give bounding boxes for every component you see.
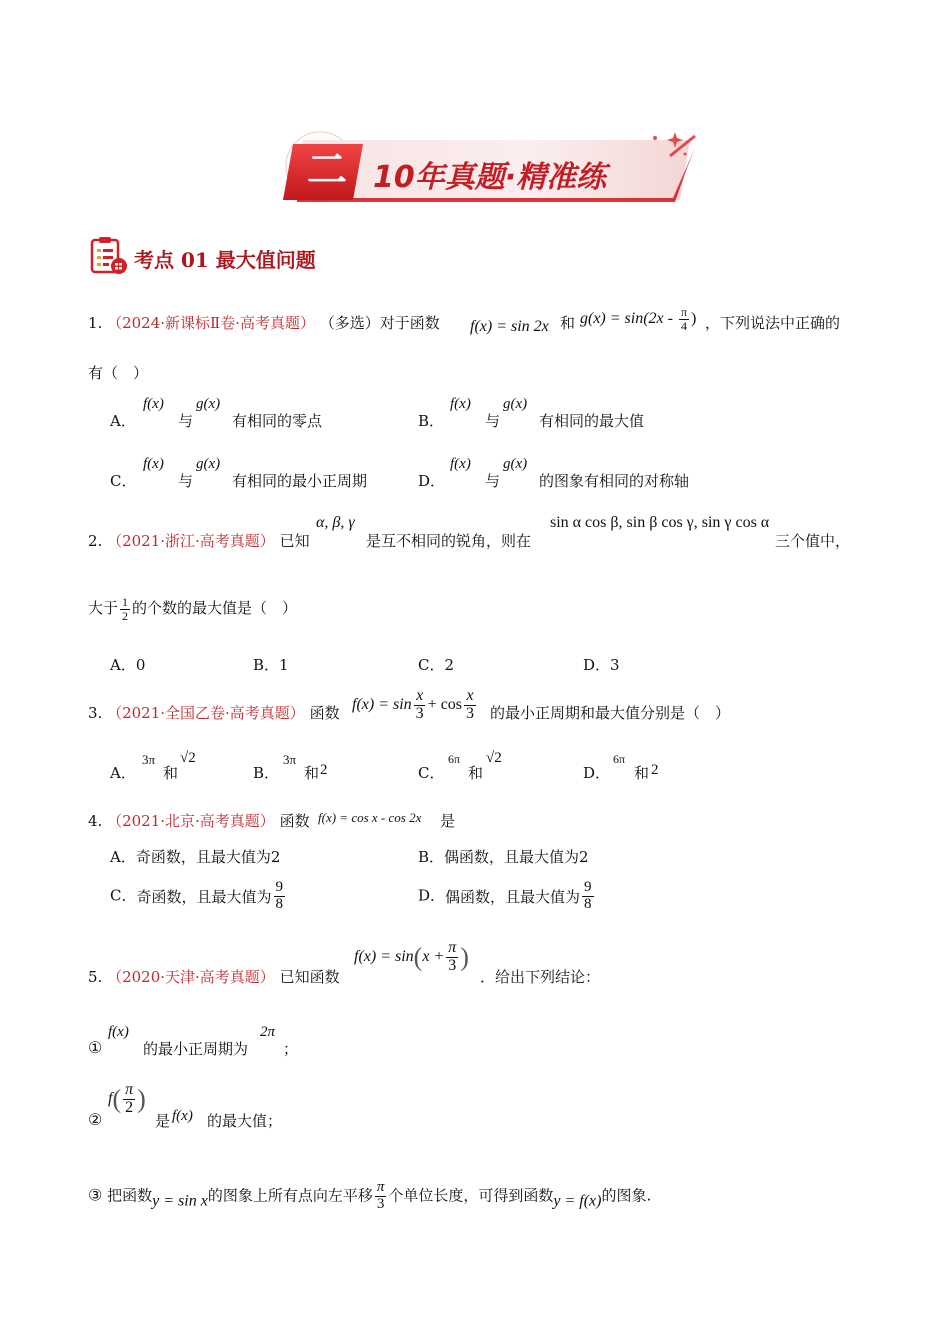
q5-c3-d: 的图象. [601,1186,652,1205]
q1-option-b-text: 有相同的最大值 [539,412,645,430]
q4-tail: 是 [440,812,456,830]
q1-option-c-yu: 与 [178,472,194,490]
q5-lhs: f(x) = sin [354,947,414,965]
q2-option-a[interactable]: A．0 [110,656,146,674]
frac-num: x [466,687,474,704]
question-number: 5. [88,968,103,986]
q3-option-d-max: 2 [651,762,659,778]
q1-line2: 有（ ） [88,364,149,382]
q1-option-a-fx: f(x) [143,396,164,412]
frac-num: π [125,1081,134,1098]
q4-option-d-frac [582,880,594,913]
q4-expr: f(x) = cos x - cos 2x [318,810,422,825]
q1-option-c-gx: g(x) [196,456,221,472]
question-number: 3. [88,704,103,722]
q3-intro: 函数 [309,704,340,722]
q3-expr [352,688,478,723]
q5-expr: f(x) = sin(x + $\frac{\pi}{3}$ ) [354,939,469,974]
q1-option-d-yu: 与 [485,472,501,490]
q1-option-a-text: 有相同的零点 [232,412,323,430]
q2-greek: α, β, γ [316,514,355,531]
question-source: （2024·新课标Ⅱ卷·高考真题） [107,314,316,332]
frac-den: 3 [448,956,457,974]
q3-option-b-and: 和 [304,764,320,782]
q3-option-a-and: 和 [163,764,179,782]
q3-frac-2 [464,688,476,723]
q5-c2-fx: f(x) [172,1108,193,1124]
q5-c2-text: 的最大值； [207,1112,283,1130]
q4-option-b[interactable]: B．偶函数，且最大值为2 [418,848,589,866]
question-number: 2. [88,532,103,550]
q3-option-c-label[interactable]: C． [418,764,445,782]
q1-option-d-text: 的图象有相同的对称轴 [539,472,690,490]
frac-den: 3 [415,704,424,722]
q5-c2-is: 是 [155,1112,171,1130]
banner-title: 10年真题·精准练 [373,160,607,195]
q1-and: 和 [560,314,576,332]
q1-f-expr: f(x) = sin 2x [470,318,549,335]
question-source: （2020·天津·高考真题） [107,968,275,986]
q2-line2-b: 的个数的最大值是（ ） [132,599,298,618]
q4-option-c-frac [274,880,286,913]
header-banner [275,128,705,208]
frac-num: 9 [275,879,283,895]
q1-option-a-yu: 与 [178,412,194,430]
q4-option-c[interactable]: C．奇函数，且最大值为 $\frac{9}{8}$ [110,879,283,912]
q3-option-b-max: 2 [320,762,328,778]
q1-intro: （多选）对于函数 [319,314,440,332]
q5-c1-val: 2π [260,1024,276,1040]
q1-g-lhs: g(x) = sin(2x - [580,309,673,327]
q2-half [120,596,130,622]
q3-lhs: f(x) = sin [352,695,412,713]
q5-c2-frac [123,1082,135,1117]
frac-num: 1 [122,595,129,609]
q3-option-c-period: 6π [448,752,461,766]
q5-c1-fx: f(x) [108,1024,129,1040]
q1-g-expr [580,306,696,332]
q1-option-b-gx: g(x) [503,396,528,412]
q3-option-a-label[interactable]: A． [110,764,136,782]
q5-c2-expr: f( $\frac{\pi}{2}$ ) [108,1081,146,1116]
frac-num: x [416,687,424,704]
q1-option-b-fx: f(x) [450,396,471,412]
question-source: （2021·北京·高考真题） [107,812,275,830]
q3-option-b-period: 3π [283,752,297,767]
q1-option-d-gx: g(x) [503,456,528,472]
frac-num: π [376,1179,385,1195]
q2-mid: 是互不相同的锐角，则在 [366,532,532,550]
q2-line2 [88,596,297,622]
q2-expr: sin α cos β, sin β cos γ, sin γ cos α [550,514,770,531]
q5-tail: ．给出下列结论： [480,968,601,986]
q2-option-b[interactable]: B．1 [253,656,289,674]
q3-plus-cos: + cos [427,695,463,713]
q5-c2-mark: ② [88,1110,103,1129]
q1-option-b-yu: 与 [485,412,501,430]
q3-option-a-period: 3π [142,752,156,767]
banner-number: 二 [307,147,347,193]
q5-c3-line [88,1180,651,1213]
q1-option-d-label[interactable]: D． [418,472,446,490]
q5-c1-text: 的最小正周期为 [143,1040,249,1058]
frac-den: 8 [584,895,592,912]
q5-stem [88,966,340,987]
q3-stem [88,702,340,723]
q1-option-a-gx: g(x) [196,396,221,412]
question-number: 4. [88,812,103,830]
clipboard-icon [88,236,128,276]
q1-option-c-fx: f(x) [143,456,164,472]
q5-c3-mark: ③ [88,1185,103,1205]
frac-num: 9 [584,879,592,895]
q2-intro: 已知 [279,532,310,550]
q4-option-d[interactable]: D．偶函数，且最大值为 $\frac{9}{8}$ [418,879,592,912]
q5-intro: 已知函数 [279,968,340,986]
q3-option-b-label[interactable]: B． [253,764,280,782]
q5-c2-f: f [108,1089,113,1107]
question-number: 1. [88,314,103,332]
q2-option-d[interactable]: D．3 [583,656,620,674]
q1-option-d-fx: f(x) [450,456,471,472]
q1-option-a-label[interactable]: A． [110,412,136,430]
section-title: 考点 01 最大值问题 [134,248,316,272]
q3-option-c-and: 和 [468,764,484,782]
q5-c1-end: ； [283,1040,299,1058]
q3-option-d-and: 和 [634,764,650,782]
q5-c3-a: 把函数 [107,1186,153,1205]
q3-tail: 的最小正周期和最大值分别是（ ） [490,704,731,722]
frac-den: 2 [125,1098,134,1116]
q3-option-c-max: √2 [486,750,502,766]
frac-den: 2 [122,608,129,623]
q5-c3-c: 个单位长度，可得到函数 [388,1186,554,1205]
q5-frac [446,940,458,975]
frac-den: 3 [376,1195,385,1212]
q3-option-d-label[interactable]: D． [583,764,611,782]
q1-g-close: ) [691,309,697,327]
q5-c3-yf: y = f(x) [553,1192,602,1210]
frac-den: 8 [275,895,283,912]
q1-option-c-text: 有相同的最小正周期 [232,472,368,490]
question-source: （2021·全国乙卷·高考真题） [107,704,305,722]
q1-stem [88,312,440,333]
q1-g-fraction [679,306,689,332]
q5-c1-mark: ① [88,1038,103,1057]
q1-option-b-label[interactable]: B． [418,412,445,430]
frac-num: π [448,939,457,956]
frac-den: 3 [466,704,475,722]
q4-stem [88,810,310,831]
q5-c3-frac [375,1180,387,1213]
q3-option-d-period: 6π [613,752,626,766]
question-source: （2021·浙江·高考真题） [107,532,275,550]
frac-num: π [680,305,688,319]
q1-option-c-label[interactable]: C． [110,472,137,490]
q2-stem [88,530,310,551]
q5-inner: x + [422,947,445,965]
q4-intro: 函数 [279,812,310,830]
q5-c3-b: 的图象上所有点向左平移 [207,1186,373,1205]
q2-line2-a: 大于 [88,599,119,618]
q4-option-a[interactable]: A．奇函数，且最大值为2 [110,848,281,866]
frac-den: 4 [681,318,688,333]
q2-option-c[interactable]: C．2 [418,656,455,674]
q3-option-a-max: √2 [180,750,196,766]
q5-c3-y: y = sin x [152,1192,208,1210]
q2-tail: 三个值中， [775,532,851,550]
q3-frac-1 [414,688,426,723]
q1-tail: ，下列说法中正确的 [705,314,841,332]
